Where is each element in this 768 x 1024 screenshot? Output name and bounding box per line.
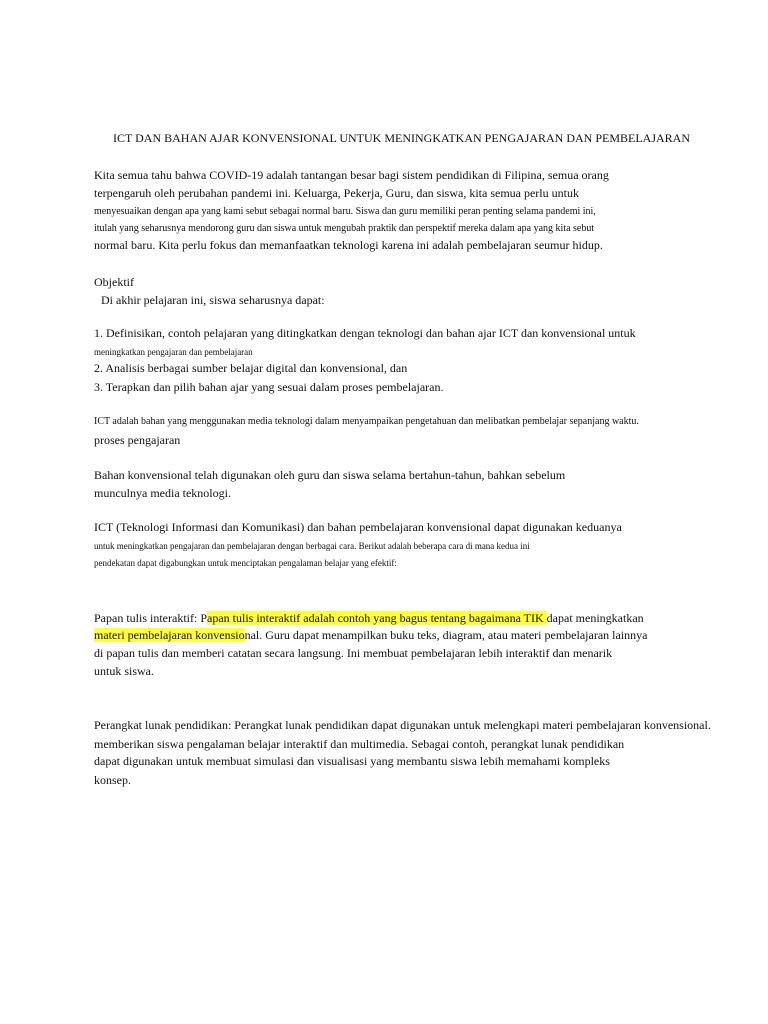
whiteboard-line [94, 629, 647, 643]
combined-line: untuk meningkatkan pengajaran dan pembelajaran dengan berbagai cara. Berikut adalah beberapa cara di mana kedua ini [94, 541, 530, 551]
highlighted-text: apan tulis interaktif adalah contoh yang bagus tentang bagaimana TIK [207, 611, 547, 625]
software-line: konsep. [94, 773, 131, 787]
software-line: Perangkat lunak pendidikan: Perangkat lunak pendidikan dapat digunakan untuk melengkapi materi pembelajaran konvensional. [94, 718, 711, 732]
ict-definition-line: proses pengajaran [94, 433, 181, 447]
software-line: memberikan siswa pengalaman belajar interaktif dan multimedia. Sebagai contoh, perangkat lunak pendidikan [94, 737, 625, 751]
intro-line: menyesuaikan dengan apa yang kami sebut sebagai normal baru. Siswa dan guru memiliki peran penting selama pandemi ini, [94, 206, 596, 217]
intro-line: terpengaruh oleh perubahan pandemi ini. Keluarga, Pekerja, Guru, dan siswa, kita semua perlu untuk [94, 186, 579, 200]
objective-heading: Objektif [94, 275, 134, 289]
intro-line: Kita semua tahu bahwa COVID-19 adalah tantangan besar bagi sistem pendidikan di Filipina, semua orang [94, 168, 609, 182]
objective-item: 3. Terapkan dan pilih bahan ajar yang sesuai dalam proses pembelajaran. [94, 380, 444, 394]
highlighted-text: materi pembelajaran konvensio [94, 628, 245, 642]
conventional-line: Bahan konvensional telah digunakan oleh guru dan siswa selama bertahun-tahun, bahkan sebelum [94, 468, 566, 482]
objective-item: meningkatkan pengajaran dan pembelajaran [94, 347, 253, 357]
whiteboard-text: Papan tulis interaktif: P [94, 611, 207, 625]
software-line: dapat digunakan untuk membuat simulasi dan visualisasi yang membantu siswa lebih memahami kompleks [94, 754, 610, 768]
conventional-line: munculnya media teknologi. [94, 486, 231, 500]
whiteboard-line: untuk siswa. [94, 664, 154, 678]
document-title: ICT DAN BAHAN AJAR KONVENSIONAL UNTUK MENINGKATKAN PENGAJARAN DAN PEMBELAJARAN [113, 131, 691, 145]
whiteboard-line [94, 612, 644, 626]
objective-item: 1. Definisikan, contoh pelajaran yang ditingkatkan dengan teknologi dan bahan ajar ICT dan konvensional untuk [94, 326, 636, 340]
objective-lead: Di akhir pelajaran ini, siswa seharusnya dapat: [101, 293, 325, 307]
combined-line: ICT (Teknologi Informasi dan Komunikasi) dan bahan pembelajaran konvensional dapat digunakan keduanya [94, 520, 622, 534]
objective-item: 2. Analisis berbagai sumber belajar digital dan konvensional, dan [94, 361, 408, 375]
ict-definition-line: ICT adalah bahan yang menggunakan media teknologi dalam menyampaikan pengetahuan dan melibatkan pembelajar sepanjang waktu. [94, 416, 639, 427]
combined-line: pendekatan dapat digabungkan untuk menciptakan pengalaman belajar yang efektif: [94, 558, 397, 568]
whiteboard-text: dapat meningkatkan [546, 611, 644, 625]
whiteboard-line: di papan tulis dan memberi catatan secara langsung. Ini membuat pembelajaran lebih interaktif dan menarik [94, 646, 613, 660]
intro-line: normal baru. Kita perlu fokus dan memanfaatkan teknologi karena ini adalah pembelajaran seumur hidup. [94, 238, 603, 252]
intro-line: itulah yang seharusnya mendorong guru dan siswa untuk mengubah praktik dan perspektif mereka dalam apa yang kita sebut [94, 223, 595, 234]
whiteboard-text: nal. Guru dapat menampilkan buku teks, diagram, atau materi pembelajaran lainnya [244, 628, 648, 642]
